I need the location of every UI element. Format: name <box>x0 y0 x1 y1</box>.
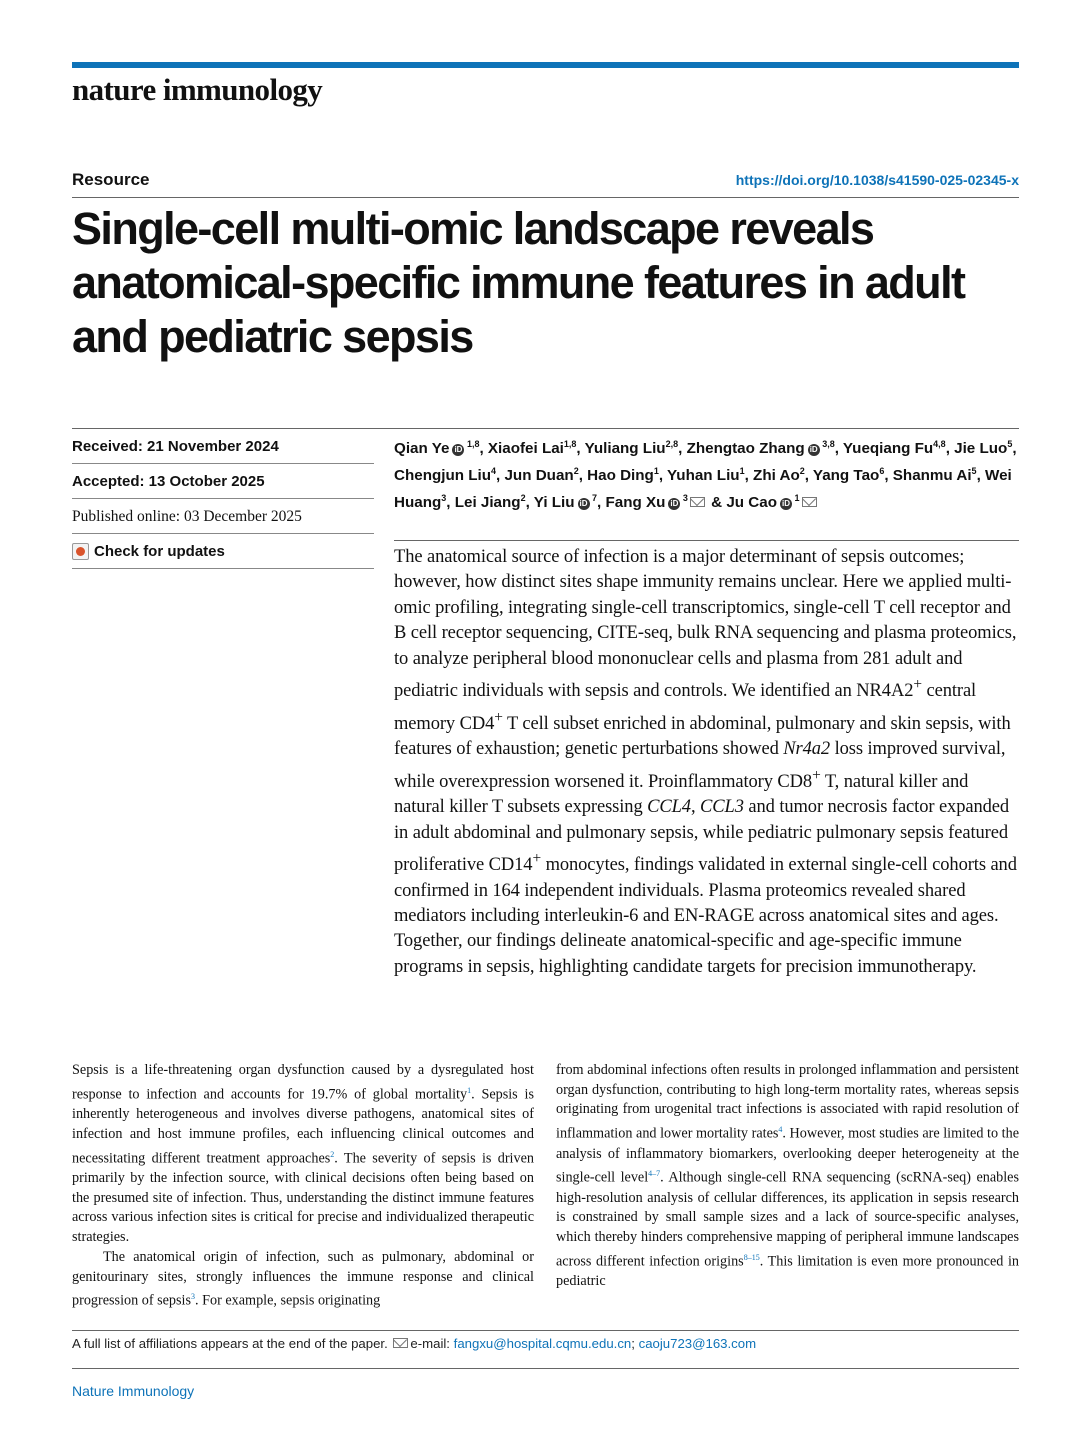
body-column-right <box>556 1061 1019 1292</box>
author-name[interactable]: Yuliang Liu <box>584 440 666 458</box>
author-affiliation: 4 <box>491 466 497 477</box>
orcid-icon[interactable]: iD <box>579 499 588 509</box>
body-paragraph: The anatomical origin of infection, such as pulmonary, abdominal or genitourinary sites, strongly influences the immune response and clinical progression of sepsis$^3$. For example, sepsis originating <box>72 1248 534 1309</box>
author-affiliation: 3 <box>441 493 447 504</box>
abstract: The anatomical source of infection is a major determinant of sepsis outcomes; however, how distinct sites shape immunity remains unclear. Here we applied multi-omic profiling, integrating single-cell transcriptomics, single-cell T cell receptor and B cell receptor sequencing, CITE-seq, bulk RNA sequencing and plasma proteomics, to analyze peripheral blood mononuclear cells and plasma from 281 adult and pediatric individuals with sepsis and controls. We identified an NR4A2+ central memory CD4+ T cell subset enriched in abdominal, pulmonary and skin sepsis, with features of exhaustion; genetic perturbations showed Nr4a2 loss improved survival, while overexpression worsened it. Proinflammatory CD8+ T, natural killer and natural killer T subsets expressing CCL4, CCL3 and tumor necrosis factor expanded in adult abdominal and pulmonary sepsis, while pediatric pulmonary sepsis featured proliferative CD14+ monocytes, findings validated in external single-cell cohorts and confirmed in 164 independent individuals. Plasma proteomics revealed shared mediators including interleukin-6 and EN-RAGE across anatomical sites and ages. Together, our findings delineate anatomical-specific and age-specific immune programs in sepsis, highlighting candidate targets for precision immunotherapy. <box>394 547 1017 977</box>
author-name[interactable]: Chengjun Liu <box>394 467 492 485</box>
accepted-date: Accepted: 13 October 2025 <box>72 464 374 499</box>
check-for-updates-icon <box>72 543 89 560</box>
orcid-icon[interactable]: iD <box>809 445 818 455</box>
footer-journal: Nature Immunology <box>72 1383 195 1399</box>
article-title: Single-cell multi-omic landscape reveals anatomical-specific immune features in adult and pediatric sepsis <box>72 203 965 362</box>
body-paragraph: Sepsis is a life-threatening organ dysfunction caused by a dysregulated host response to infection and accounts for 19.7% of global mortality$^1$. Sepsis is inherently heterogeneous and involves diverse pathogens, anatomical sites of infection and host immune profiles, each influencing clinical outcomes and necessitating different treatment approaches$^2$. The severity of sepsis is driven primarily by the infection source, with clinical decisions often being based on the presumed site of infection. Thus, understanding the distinct immune features across various infection sites is critical for precise and individualized therapeutic strategies. <box>72 1062 534 1246</box>
author-name[interactable]: Jun Duan <box>504 467 574 485</box>
author-affiliation: 6 <box>879 466 885 477</box>
author-name[interactable]: Shanmu Ai <box>892 467 972 485</box>
received-date: Received: 21 November 2024 <box>72 429 374 464</box>
author-affiliation: 2 <box>520 493 526 504</box>
author-affiliation: 4,8 <box>933 439 946 449</box>
published-date: Published online: 03 December 2025 <box>72 499 374 534</box>
author-affiliation: 2 <box>799 466 805 477</box>
email-icon <box>393 1338 408 1348</box>
header-divider <box>72 197 1019 198</box>
orcid-icon[interactable]: iD <box>670 499 679 509</box>
author-name[interactable]: Lei Jiang <box>454 494 521 512</box>
author-affiliation: 1,8 <box>464 439 480 449</box>
author-name[interactable]: Yueqiang Fu <box>842 440 934 458</box>
author-name[interactable]: Fang Xu <box>605 494 666 512</box>
abstract-divider <box>394 540 1019 541</box>
body-column-left <box>72 1061 534 1312</box>
author-affiliation: 1 <box>653 466 659 477</box>
author-affiliation: 5 <box>1007 439 1013 449</box>
author-name[interactable]: Qian Ye <box>394 440 450 458</box>
doi-link[interactable]: https://doi.org/10.1038/s41590-025-02345-x <box>735 172 1019 188</box>
journal-name: nature immunology <box>72 72 323 107</box>
author-affiliation: 2 <box>573 466 579 477</box>
author-name[interactable]: Yi Liu <box>533 494 575 512</box>
author-affiliation: 5 <box>971 466 977 477</box>
author-affiliation: 1,8 <box>563 439 577 449</box>
article-type: Resource <box>72 170 150 189</box>
email-link[interactable]: caoju723@163.com <box>638 1336 757 1351</box>
article-dates <box>72 429 374 569</box>
journal-top-bar <box>72 62 1019 68</box>
email-link[interactable]: fangxu@hospital.cqmu.edu.cn <box>453 1336 632 1351</box>
footnote-divider <box>72 1330 1019 1331</box>
author-affiliation: 3 <box>680 493 688 504</box>
author-affiliation: 1 <box>791 493 800 504</box>
author-name[interactable]: Ju Cao <box>726 494 777 512</box>
author-name[interactable]: Yang Tao <box>812 467 880 485</box>
body-paragraph: from abdominal infections often results in prolonged inflammation and persistent organ dysfunction, contributing to high long-term mortality rates, whereas sepsis originating from urogenital tract infections is associated with rapid resolution of inflammation and lower mortality rates$^4$. However, most studies are limited to the analysis of inflammatory biomarkers, overlooking deeper heterogeneity at the single-cell level$^{4-7}$. Although single-cell RNA sequencing (scRNA-seq) enables high-resolution analysis of cellular differences, its application in sepsis research is constrained by small sample sizes and a lack of source-specific analyses, which thereby hinders comprehensive mapping of peripheral immune landscapes across different infection origins$^{8-15}$. This limitation is even more pronounced in pediatric <box>556 1062 1019 1290</box>
author-name[interactable]: Zhi Ao <box>753 467 800 485</box>
email-icon[interactable] <box>802 497 817 507</box>
orcid-icon[interactable]: iD <box>454 445 463 455</box>
check-for-updates[interactable] <box>72 534 374 569</box>
author-name[interactable]: Zhengtao Zhang <box>686 440 805 458</box>
author-name[interactable]: Yuhan Liu <box>667 467 740 485</box>
orcid-icon[interactable]: iD <box>781 499 790 509</box>
author-connector: & <box>706 494 727 512</box>
author-affiliation: 7 <box>589 493 598 504</box>
email-icon[interactable] <box>690 497 705 507</box>
author-affiliation: 3,8 <box>819 439 835 449</box>
author-list: Qian Ye iD $^{1,8}$, Xiaofei Lai$^{1,8}$, Yuliang Liu$^{2,8}$, Zhengtao Zhang iD $^{3,8}$, Yueqiang Fu$^{4,8}$, Jie Luo$^5$, Chengjun Liu$^4$, Jun Duan$^2$, Hao Ding$^1$, Yuhan Liu$^1$, Zhi Ao$^2$, Yang Tao$^6$, Shanmu Ai$^5$, Wei Huang$^3$, Lei Jiang$^2$, Yi Liu iD $^7$, Fang Xu iD $^3$ & Ju Cao iD $^1$ <box>394 439 1017 512</box>
author-name[interactable]: Wei Huang <box>394 467 1012 512</box>
affiliation-footnote: A full list of affiliations appears at the end of the paper. e-mail: fangxu@hospital.cqmu.edu.cn; caoju723@163.com <box>72 1336 757 1351</box>
author-name[interactable]: Jie Luo <box>954 440 1008 458</box>
footer-divider <box>72 1368 1019 1369</box>
author-affiliation: 2,8 <box>665 439 679 449</box>
footnote-text: A full list of affiliations appears at the end of the paper. <box>72 1336 388 1351</box>
email-label: e-mail: <box>410 1336 450 1351</box>
author-affiliation: 1 <box>739 466 745 477</box>
check-for-updates-label: Check for updates <box>94 542 225 560</box>
author-name[interactable]: Xiaofei Lai <box>487 440 564 458</box>
author-name[interactable]: Hao Ding <box>587 467 654 485</box>
